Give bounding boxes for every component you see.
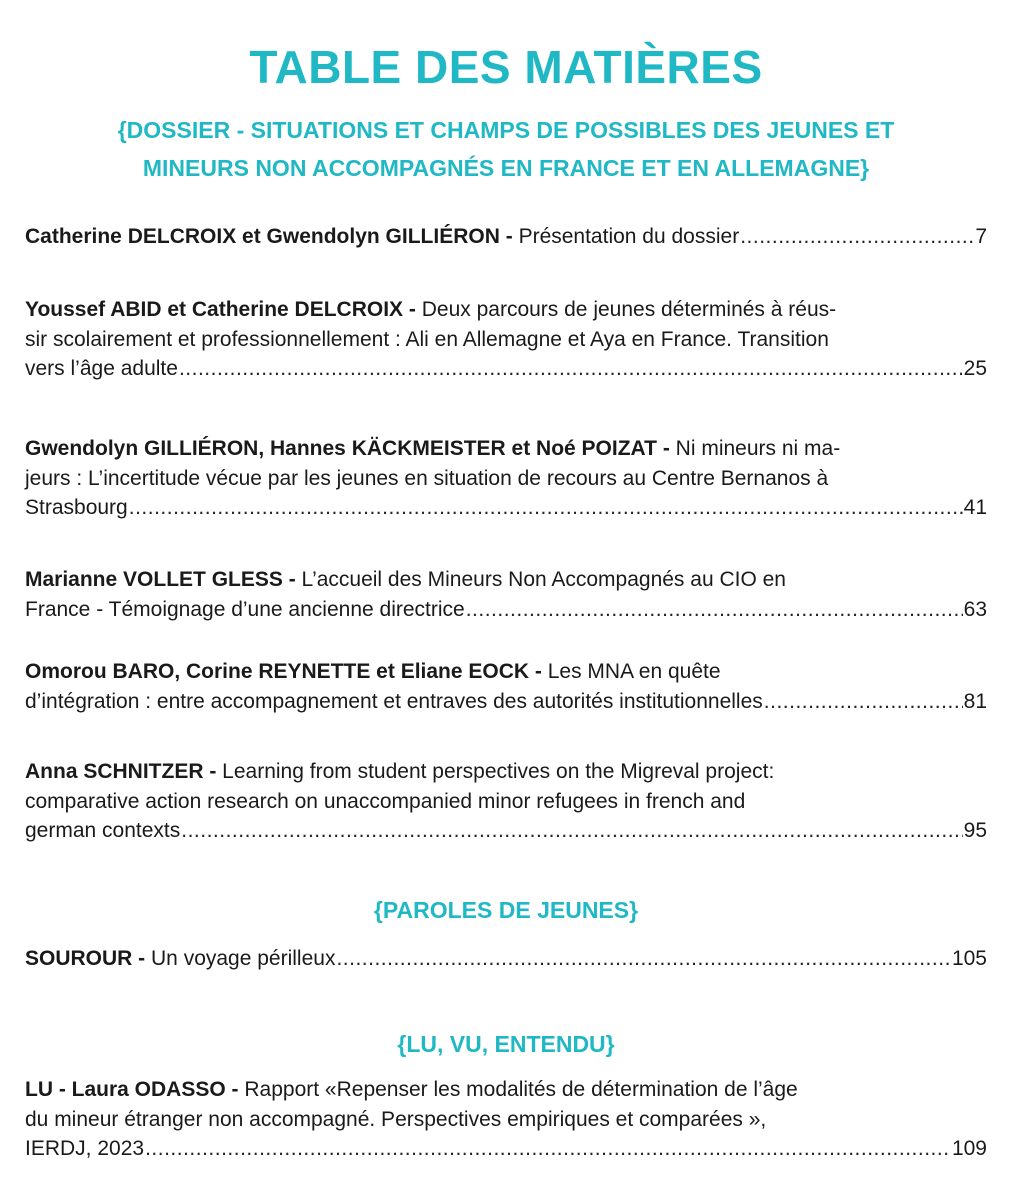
toc-entry[interactable] (25, 295, 987, 384)
entry-authors: Youssef ABID et Catherine DELCROIX - (25, 298, 416, 321)
dot-leader (145, 1134, 951, 1164)
entry-page-number: 95 (963, 819, 987, 842)
entry-title: Strasbourg (25, 496, 128, 519)
entry-title: France - Témoignage d’une ancienne directrice (25, 597, 465, 621)
entry-title: Un voyage périlleux (151, 947, 336, 970)
entry-title: Learning from student perspectives on the Migreval project: (222, 760, 775, 783)
section-heading-dossier (0, 111, 1012, 187)
entry-page-number: 105 (951, 947, 987, 970)
toc-entry[interactable] (25, 434, 987, 523)
toc-entry[interactable] (25, 657, 987, 716)
entry-authors: Gwendolyn GILLIÉRON, Hannes KÄCKMEISTER et Noé POIZAT - (25, 437, 670, 460)
dot-leader (181, 816, 962, 846)
entry-page-number: 25 (963, 357, 987, 380)
section-heading-line: MINEURS NON ACCOMPAGNÉS EN FRANCE ET EN ALLEMAGNE} (142, 155, 870, 181)
toc-entry[interactable] (25, 944, 987, 974)
entry-title: du mineur étranger non accompagné. Perspectives empiriques et comparées », (25, 1107, 767, 1131)
entry-authors: Omorou BARO, Corine REYNETTE et Eliane EOCK - (25, 660, 542, 683)
toc-entry[interactable] (25, 222, 987, 252)
entry-title: IERDJ, 2023 (25, 1137, 145, 1160)
entry-title: vers l’âge adulte (25, 357, 178, 380)
entry-title: Rapport «Repenser les modalités de détermination de l’âge (244, 1078, 798, 1101)
dot-leader (129, 493, 963, 523)
entry-title: L’accueil des Mineurs Non Accompagnés au CIO en (301, 568, 786, 591)
entry-page-number: 7 (975, 225, 987, 248)
entry-authors: Marianne VOLLET GLESS - (25, 568, 296, 591)
toc-entry[interactable] (25, 757, 987, 846)
entry-title: Ni mineurs ni ma- (675, 437, 841, 460)
page-title: TABLE DES MATIÈRES (249, 41, 763, 93)
entry-page-number: 81 (963, 689, 987, 713)
dot-leader (179, 354, 963, 384)
entry-title: Deux parcours de jeunes déterminés à réus- (421, 298, 837, 321)
dot-leader (764, 687, 963, 717)
section-heading-line: {DOSSIER - SITUATIONS ET CHAMPS DE POSSIBLES DES JEUNES ET (117, 117, 895, 143)
entry-authors: Catherine DELCROIX et Gwendolyn GILLIÉRON - (25, 225, 513, 248)
entry-authors: Anna SCHNITZER - (25, 760, 217, 783)
toc-entry[interactable] (25, 565, 987, 624)
entry-title: Les MNA en quête (547, 660, 721, 683)
entry-page-number: 41 (963, 496, 987, 519)
section-heading-paroles: {PAROLES DE JEUNES} (373, 897, 639, 923)
entry-title: d’intégration : entre accompagnement et entraves des autorités institutionnelles (25, 689, 763, 713)
toc-entry[interactable] (25, 1075, 987, 1164)
entry-title: jeurs : L’incertitude vécue par les jeunes en situation de recours au Centre Bernanos à (25, 466, 829, 490)
entry-title: sir scolairement et professionnellement : Ali en Allemagne et Aya en France. Transition (25, 327, 829, 351)
entry-title: german contexts (25, 819, 181, 842)
entry-page-number: 109 (951, 1137, 987, 1160)
entry-title: Présentation du dossier (518, 225, 740, 248)
entry-title: comparative action research on unaccompanied minor refugees in french and (25, 789, 746, 813)
section-heading-lu: {LU, VU, ENTENDU} (397, 1031, 615, 1057)
dot-leader (466, 595, 963, 625)
dot-leader (740, 222, 974, 252)
entry-authors: LU - Laura ODASSO - (25, 1078, 239, 1101)
entry-authors: SOUROUR - (25, 947, 146, 970)
dot-leader (336, 944, 951, 974)
entry-page-number: 63 (963, 597, 987, 621)
